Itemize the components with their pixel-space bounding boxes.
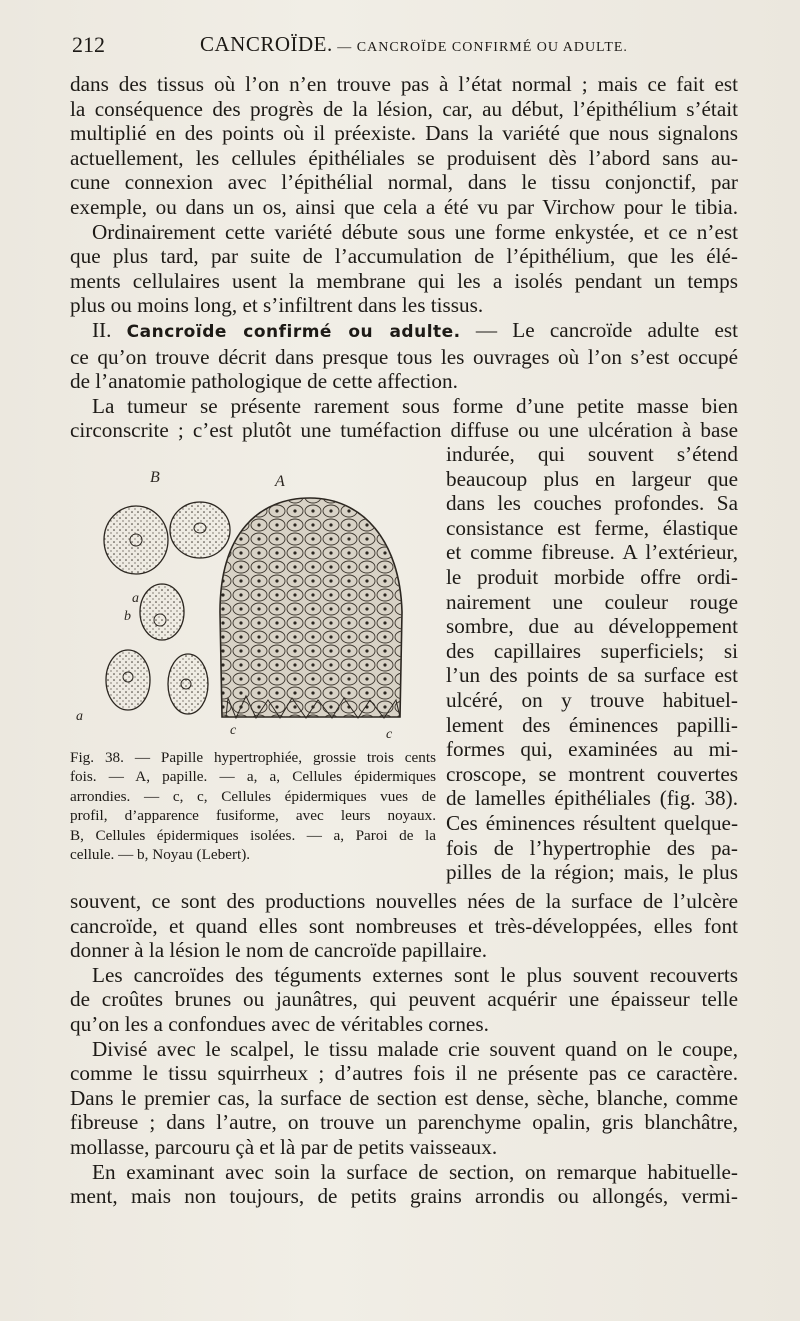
page-number: 212 [72,32,105,57]
text-line: de croûtes brunes ou jaunâtres, qui peuvent acquérir une épaisseur telle [70,987,738,1012]
label-B: B [150,469,160,486]
header-subtitle: — CANCROÏDE CONFIRMÉ OU ADULTE. [332,40,628,55]
caption-line: Fig. 38. — Papille hypertrophiée, grossie trois cents [70,749,436,766]
caption-line: cellule. — b, Noyau (Lebert). [70,846,251,864]
isolated-cells [104,502,230,714]
text-line: cancroïde, et quand elles sont nombreuses et très-développées, elles font [70,913,738,938]
text-line: fibreuse ; dans l’autre, on trouve un parenchyme opalin, gris blanchâtre, [70,1110,738,1135]
text-line: l’un des points de sa surface est [446,663,738,688]
label-A: A [275,473,285,490]
text-line: Ces éminences résultent quelque- [446,810,738,835]
section-heading-rest: — Le cancroïde adulte est [460,317,738,342]
label-b: b [124,609,131,624]
text-line: formes qui, examinées au mi- [446,737,738,762]
text-line: actuellement, les cellules épithéliales se produisent dès l’abord sans au- [70,145,738,170]
text-line: et comme fibreuse. A l’extérieur, [446,540,738,565]
text-line: fois de l’hypertrophie des pa- [446,835,738,860]
text-line: croscope, se montrent couvertes [446,761,738,786]
caption-line: fois. — A, papille. — a, a, Cellules épidermiques [70,768,436,786]
label-c-left: c [230,723,237,738]
text-line: comme le tissu squirrheux ; d’autres fois il ne présente pas ce caractère. [70,1061,738,1086]
figure-caption [70,748,436,864]
text-line: En examinant avec soin la surface de section, on remarque habituelle- [92,1159,738,1184]
text-line: de l’anatomie pathologique de cette affection. [70,369,458,394]
text-line: la conséquence des progrès de la lésion, car, au début, l’épithélium s’était [70,96,738,121]
text-line: que plus tard, par suite de l’accumulation de l’épithélium, que les élé- [70,244,738,269]
text-line: cune connexion avec l’épithélial normal, dans le tissu conjonctif, par [70,170,738,195]
section-number: II. [92,317,112,342]
caption-line: profil, d’apparence fusiforme, avec leurs noyaux. [70,807,436,825]
text-line: mollasse, parcouru çà et là par de petits vaisseaux. [70,1134,498,1159]
caption-line: B, Cellules épidermiques isolées. — a, Paroi de la [70,826,436,844]
section-heading [70,318,738,345]
text-line: ments cellulaires usent la membrane qui les a isolés pendant un temps [70,268,738,293]
text-line: indurée, qui souvent s’étend [446,442,738,466]
text-line: sombre, due au développement [446,614,738,639]
text-line: des capillaires superficiels; si [446,638,738,663]
body-text-side-column [446,442,738,885]
text-line: qu’on les a confondues avec de véritables cornes. [70,1011,489,1036]
text-line: lement des éminences papilli- [446,712,738,737]
label-a: a [132,591,139,606]
text-line: La tumeur se présente rarement sous forme d’une petite masse bien [92,393,738,418]
text-line: dans les couches profondes. Sa [446,491,738,516]
text-line: circonscrite ; c’est plutôt une tuméfaction diffuse ou une ulcération à base [70,418,738,443]
text-line: plus ou moins long, et s’infiltrent dans les tissus. [70,293,484,318]
text-line: ment, mais non toujours, de petits grains arrondis ou allongés, vermi- [70,1184,738,1209]
body-text-bottom [70,889,738,1209]
running-header [72,32,740,62]
caption-line: arrondies. — c, c, Cellules épidermiques vues de [70,787,436,805]
text-line: de lamelles épithéliales (fig. 38). [446,786,738,811]
label-c-right: c [386,727,393,742]
papilla-illustration [70,462,440,742]
text-line: Ordinairement cette variété débute sous une forme enkystée, et ce n’est [92,219,738,244]
text-line: ulcéré, on y trouve habituel- [446,687,738,712]
text-line: le produit morbide offre ordi- [446,564,738,589]
text-line: dans des tissus où l’on n’en trouve pas à l’état normal ; mais ce fait est [70,72,738,96]
figure-38 [70,462,440,742]
text-line: souvent, ce sont des productions nouvelles nées de la surface de l’ulcère [70,889,738,913]
text-line: Dans le premier cas, la surface de section est dense, sèche, blanche, comme [70,1085,738,1110]
text-line: donner à la lésion le nom de cancroïde papillaire. [70,938,488,963]
papilla [220,498,402,718]
text-line: exemple, ou dans un os, ainsi que cela a été vu par Virchow pour le tibia. [70,194,738,219]
text-line: nairement une couleur rouge [446,589,738,614]
text-line: multiplié en des points où il préexiste. Dans la variété que nous signalons [70,121,738,146]
label-a-corner: a [76,709,83,724]
text-line: beaucoup plus en largeur que [446,466,738,491]
header-title [200,32,628,57]
section-title: Cancroïde confirmé ou adulte. [126,321,461,342]
text-line: pilles de la région; mais, le plus [446,860,738,885]
text-line: ce qu’on trouve décrit dans presque tous les ouvrages où l’on s’est occupé [70,344,738,369]
body-text-top [70,72,738,443]
text-line: Divisé avec le scalpel, le tissu malade crie souvent quand on le coupe, [92,1036,738,1061]
header-title-main: CANCROÏDE. [200,32,333,56]
text-line: Les cancroïdes des téguments externes sont le plus souvent recouverts [92,962,738,987]
text-line: consistance est ferme, élastique [446,515,738,540]
